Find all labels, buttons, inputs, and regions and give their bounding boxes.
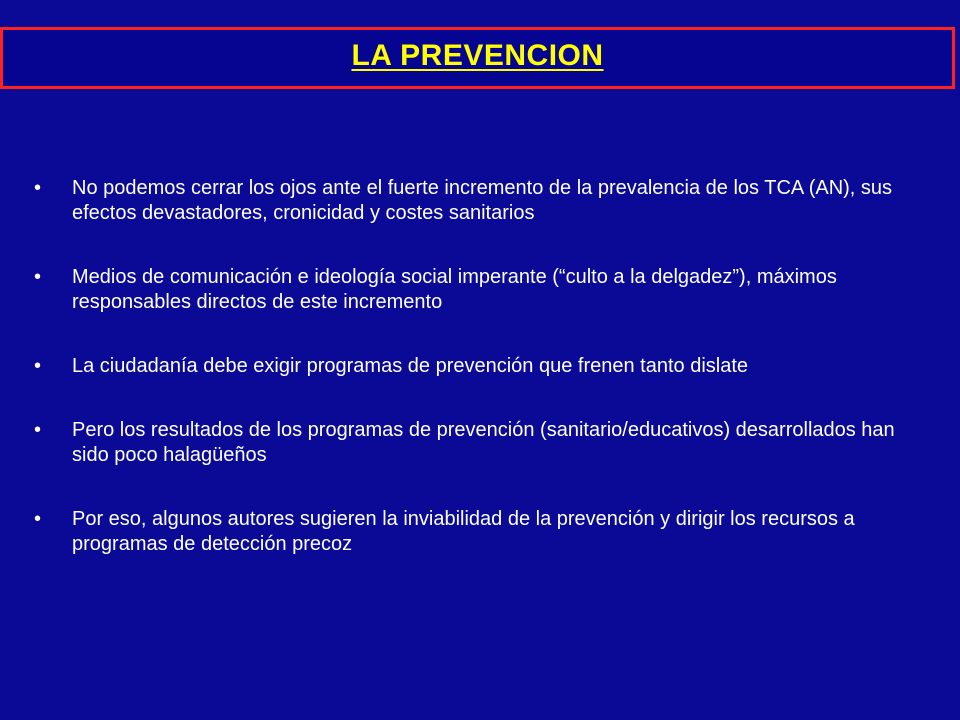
bullet-item <box>34 418 924 468</box>
bullet-text: No podemos cerrar los ojos ante el fuerte incremento de la prevalencia de los TCA (AN), sus efectos devastadores, cronicidad y costes sanitarios <box>72 177 893 224</box>
title-bar <box>0 27 955 89</box>
bullet-item <box>34 354 924 379</box>
bullet-marker: • <box>34 355 42 377</box>
bullet-text: Pero los resultados de los programas de prevención (sanitario/educativos) desarrollados han sido poco halagüeños <box>72 419 895 466</box>
bullet-item <box>34 176 924 226</box>
bullet-marker: • <box>34 508 42 530</box>
bullet-marker: • <box>34 419 42 441</box>
bullet-list <box>34 176 924 596</box>
bullet-text: Medios de comunicación e ideología social imperante (“culto a la delgadez”), máximos responsables directos de este incremento <box>72 266 837 313</box>
bullet-marker: • <box>34 177 42 199</box>
bullet-text: La ciudadanía debe exigir programas de prevención que frenen tanto dislate <box>72 355 749 377</box>
bullet-text: Por eso, algunos autores sugieren la inviabilidad de la prevención y dirigir los recursos a programas de detección precoz <box>72 508 855 555</box>
slide-title: LA PREVENCION <box>351 39 604 72</box>
bullet-item <box>34 265 924 315</box>
bullet-item <box>34 507 924 557</box>
bullet-marker: • <box>34 266 42 288</box>
